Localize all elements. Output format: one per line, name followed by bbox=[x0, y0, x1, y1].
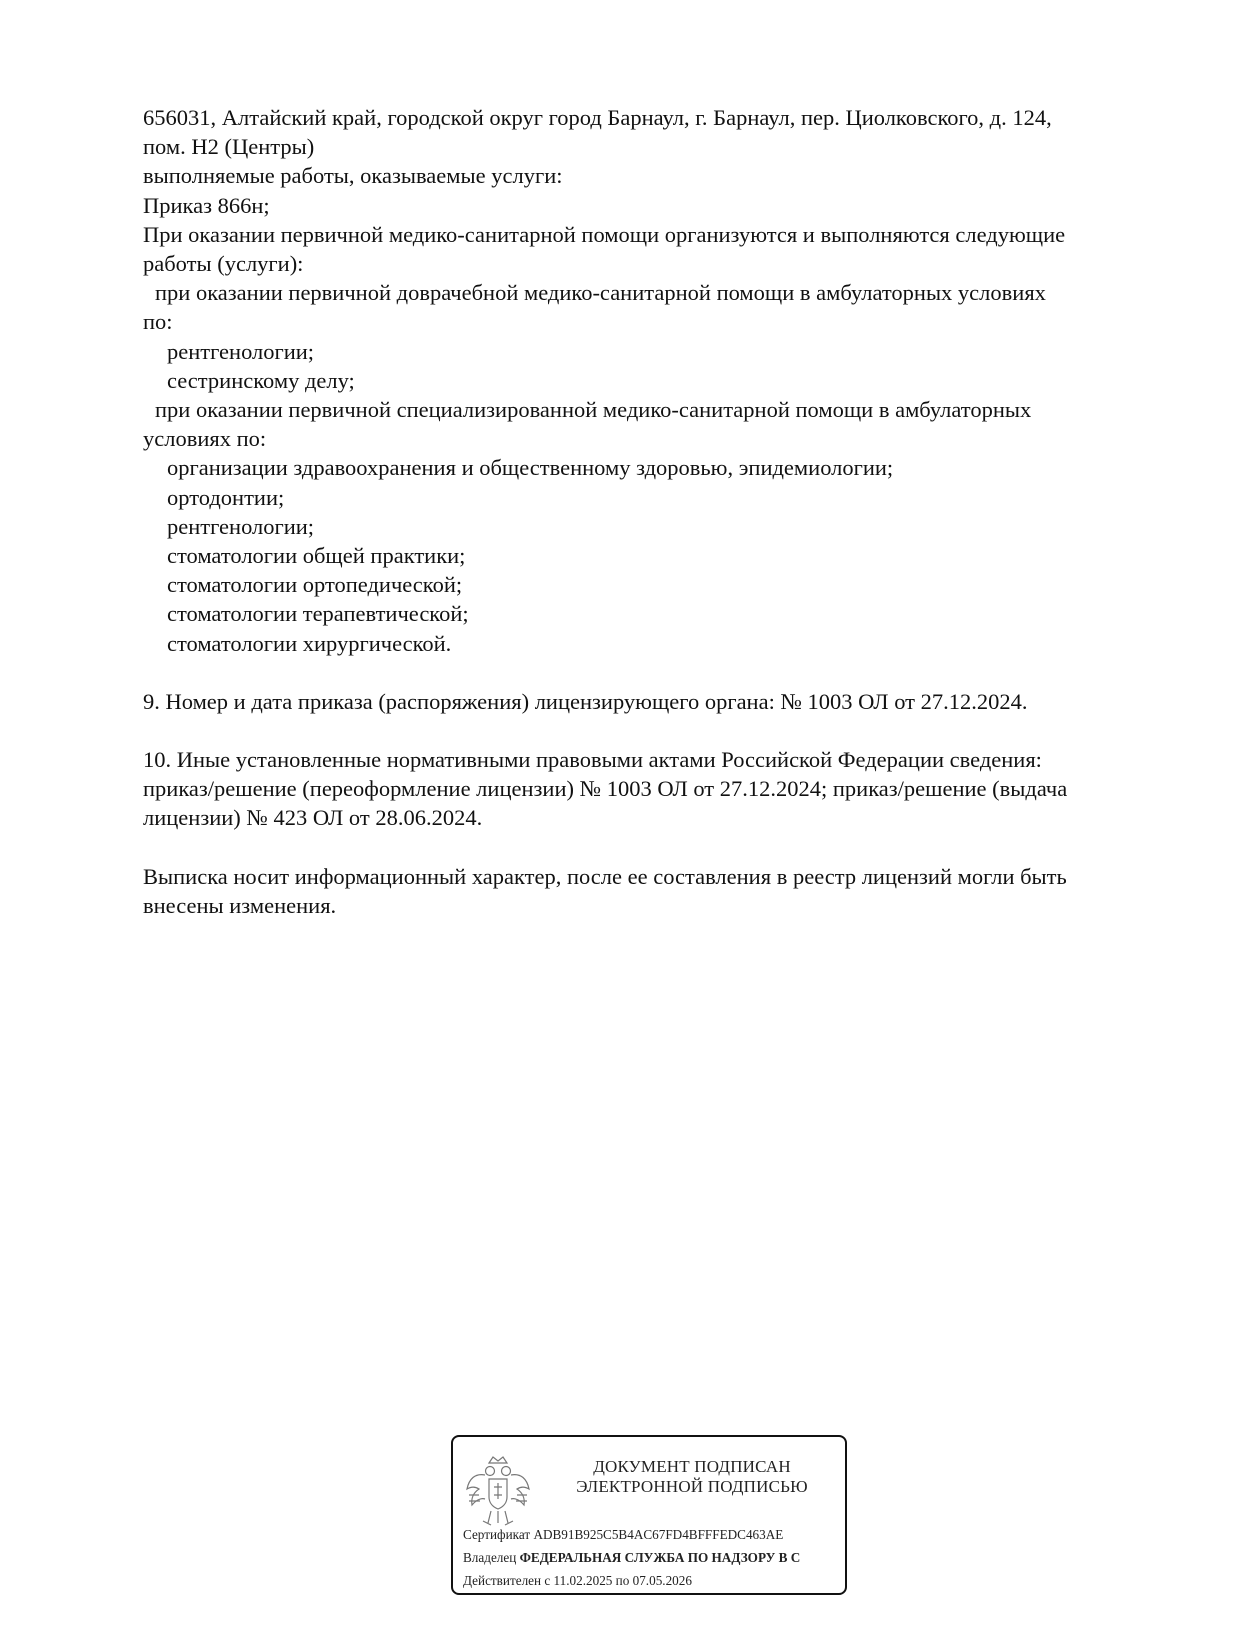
text-line: внесены изменения. bbox=[143, 892, 337, 918]
owner-row bbox=[463, 1550, 843, 1566]
text-line: лицензии) № 423 ОЛ от 28.06.2024. bbox=[143, 805, 483, 831]
service-item: рентгенологии; bbox=[167, 513, 315, 539]
stamp-title-line: ЭЛЕКТРОННОЙ ПОДПИСЬЮ bbox=[576, 1477, 808, 1496]
owner-label: Владелец bbox=[463, 1550, 517, 1565]
document-body bbox=[143, 103, 1153, 920]
section-9 bbox=[143, 687, 1153, 716]
service-item: ортодонтии; bbox=[167, 484, 285, 510]
validity-row: Действителен с 11.02.2025 по 07.05.2026 bbox=[463, 1573, 692, 1588]
service-item: стоматологии терапевтической; bbox=[167, 601, 469, 627]
text-line: выполняемые работы, оказываемые услуги: bbox=[143, 163, 563, 189]
certificate-row bbox=[463, 1527, 843, 1543]
text-line: работы (услуги): bbox=[143, 251, 304, 277]
text-line: Приказ 866н; bbox=[143, 192, 270, 218]
license-details bbox=[143, 103, 1153, 658]
text-line: Выписка носит информационный характер, после ее составления в реестр лицензий могли быть bbox=[143, 863, 1067, 889]
section-10 bbox=[143, 745, 1153, 833]
coat-of-arms-emblem bbox=[463, 1449, 533, 1529]
service-item: стоматологии общей практики; bbox=[167, 543, 466, 569]
text-line: 656031, Алтайский край, городской округ город Барнаул, г. Барнаул, пер. Циолковского, д. 124, bbox=[143, 105, 1052, 130]
service-item: организации здравоохранения и общественному здоровью, эпидемиологии; bbox=[167, 455, 894, 481]
certificate-value: ADB91B925C5B4AC67FD4BFFFEDC463AE bbox=[533, 1527, 784, 1542]
service-item: стоматологии ортопедической; bbox=[167, 572, 463, 598]
electronic-signature-stamp bbox=[451, 1435, 847, 1595]
text-line: при оказании первичной специализированной медико-санитарной помощи в амбулаторных bbox=[155, 397, 1032, 423]
certificate-label: Сертификат bbox=[463, 1527, 531, 1542]
text-line: по: bbox=[143, 309, 173, 335]
service-item: рентгенологии; bbox=[167, 338, 315, 364]
owner-value: ФЕДЕРАЛЬНАЯ СЛУЖБА ПО НАДЗОРУ В С bbox=[519, 1550, 801, 1565]
text-line: 9. Номер и дата приказа (распоряжения) лицензирующего органа: № 1003 ОЛ от 27.12.2024. bbox=[143, 688, 1028, 714]
text-line: 10. Иные установленные нормативными правовыми актами Российской Федерации сведения: bbox=[143, 747, 1042, 773]
service-item: стоматологии хирургической. bbox=[167, 630, 452, 656]
text-line: При оказании первичной медико-санитарной помощи организуются и выполняются следующие bbox=[143, 221, 1066, 247]
text-line: условиях по: bbox=[143, 426, 267, 452]
stamp-title bbox=[543, 1457, 841, 1497]
stamp-title-line: ДОКУМЕНТ ПОДПИСАН bbox=[593, 1457, 791, 1476]
service-item: сестринскому делу; bbox=[167, 367, 355, 393]
information-note bbox=[143, 862, 1153, 920]
text-line: пом. Н2 (Центры) bbox=[143, 134, 315, 160]
text-line: приказ/решение (переоформление лицензии) № 1003 ОЛ от 27.12.2024; приказ/решение (выдача bbox=[143, 776, 1068, 802]
text-line: при оказании первичной доврачебной медико-санитарной помощи в амбулаторных условиях bbox=[155, 280, 1046, 306]
